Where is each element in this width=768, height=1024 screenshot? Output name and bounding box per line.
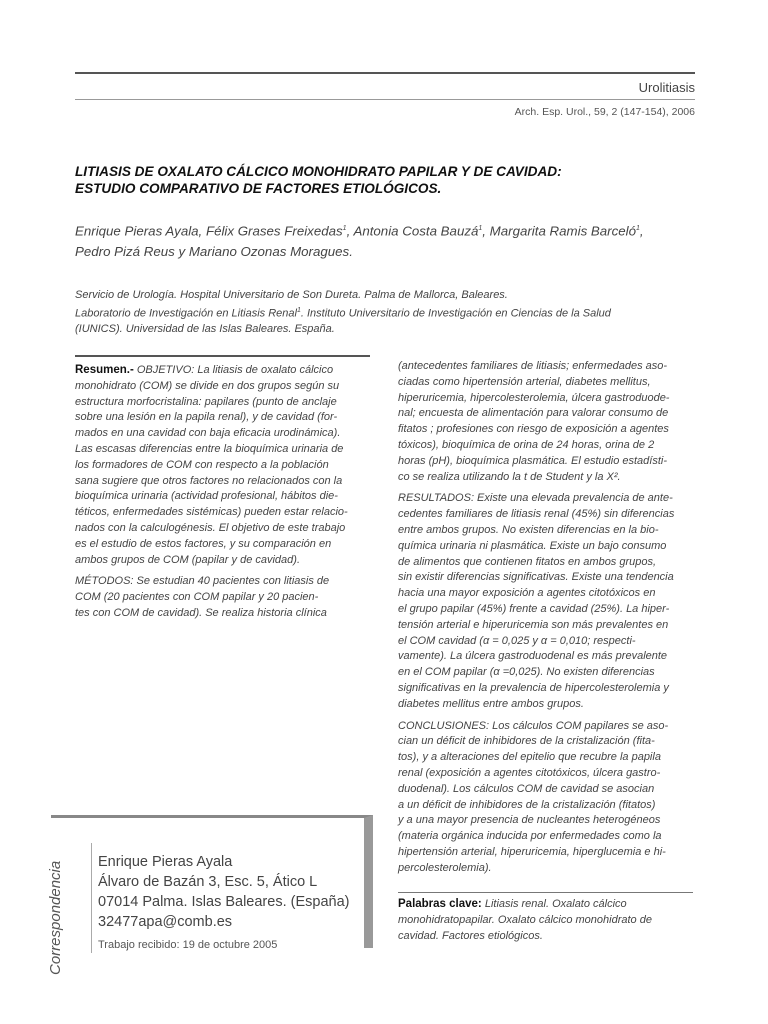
received-date: Trabajo recibido: 19 de octubre 2005 [98, 939, 278, 951]
correspondence-label: Correspondencia [47, 860, 64, 975]
keywords-block: Palabras clave: Litiasis renal. Oxalato cálcico monohidratopapilar. Oxalato cálcico monohidrato de cavidad. Factores etiológicos. [398, 898, 652, 942]
abstract-conclusiones: CONCLUSIONES: Los cálculos COM papilares se aso- cian un déficit de inhibidores de la cristalización (fita- tos), y a alteraciones del epitelio que recubre la papila renal (exposición a agentes citotóxicos, úlcera gastro- duodenal). Los cálculos COM de cavidad se asocian a un déficit de inhibidores de la cristalización (fitatos) y a una mayor presencia de nucleantes heterogéneos (materia orgánica inducida por enfermedades como la hipertensión arterial, hiperuricemia, hiperglucemia e hi- percolesterolemia). [398, 719, 669, 874]
abstract-rule-left [75, 355, 370, 357]
correspondence-email: 32477apa@comb.es [98, 914, 233, 930]
author-list [75, 218, 715, 262]
abstract-left-column [75, 363, 375, 628]
affiliation-line: (IUNICS). Universidad de las Islas Baleares. España. [75, 322, 335, 335]
section-title: Urolitiasis [638, 80, 695, 95]
author-line: Enrique Pieras Ayala, Félix Grases Freixedas$^1$, Antonia Costa Bauzá$^1$, Margarita Ramis Barceló$^1$, [75, 223, 644, 239]
abstract-resultados: RESULTADOS: Existe una elevada prevalencia de ante- cedentes familiares de litiasis renal (45%) sin diferencias entre ambos grupos. No existen diferencias en la bio- química urinaria ni plasmática. Existe un bajo consumo de alimentos que contienen fitatos en ambos grupos, sin existir diferencias significativas. Existe una tendencia hacia una mayor exposición a agentes citotóxicos en el grupo papilar (45%) frente a cavidad (25%). La hiper- tensión arterial e hiperuricemia son más prevalentes en el COM cavidad (α = 0,025 y α = 0,010; respecti- vamente). La úlcera gastroduodenal es más prevalente en el COM papilar (α =0,025). No existen diferencias significativas en la prevalencia de hipercolesterolemia y diabetes mellitus entre ambos grupos. [398, 492, 675, 710]
abstract-metodos-cont: (antecedentes familiares de litiasis; enfermedades aso- ciadas como hipertensión arterial, diabetes mellitus, hiperuricemia, hipercolesterolemia, úlcera gastroduode- nal; encuesta de alimentación para valorar consumo de fitatos ; profesiones con riesgo de exposición a agentes tóxicos), bioquímica de orina de 24 horas, orina de 2 horas (pH), bioquímica plasmática. El estudio estadísti- co se realiza utilizando la t de Student y la X². [398, 360, 670, 483]
correspondence-address-line: 07014 Palma. Islas Baleares. (España) [98, 894, 350, 910]
keywords-rule [398, 892, 693, 893]
abstract-right-column [398, 359, 698, 883]
affiliation-line: Servicio de Urología. Hospital Universitario de Son Dureta. Palma de Mallorca, Baleares. [75, 289, 508, 301]
correspondence-address [98, 852, 349, 932]
journal-citation: Arch. Esp. Urol., 59, 2 (147-154), 2006 [514, 106, 695, 118]
abstract-objetivo: Resumen.- OBJETIVO: La litiasis de oxalato cálcico monohidrato (COM) se divide en dos grupos según su estructura morfocristalina: papilares (punto de anclaje sobre una lesión en la papila renal), y de cavidad (for- mados en una cavidad con baja eficacia urodinámica). Las escasas diferencias entre la bioquímica urinaria de los formadores de COM con respecto a la población sana sugiere que otros factores no relacionados con la bioquímica urinaria (actividad profesional, hábitos die- téticos, enfermedades sistémicas) pueden estar relacio- nados con la calculogénesis. El objetivo de este trabajo es el estudio de estos factores, y su comparación en ambos grupos de COM (papilar y de cavidad). [75, 364, 348, 566]
keywords-label: Palabras clave: [398, 898, 482, 910]
correspondence-address-line: Álvaro de Bazán 3, Esc. 5, Ático L [98, 874, 318, 890]
affiliation-line: Laboratorio de Investigación en Litiasis Renal$^1$. Instituto Universitario de Investigación en Ciencias de la Salud [75, 307, 611, 320]
title-line: LITIASIS DE OXALATO CÁLCICO MONOHIDRATO PAPILAR Y DE CAVIDAD: [75, 164, 562, 179]
abstract-label: Resumen.- [75, 364, 134, 376]
abstract-metodos: MÉTODOS: Se estudian 40 pacientes con litiasis de COM (20 pacientes con COM papilar y 20 pacien- tes con COM de cavidad). Se realiza historia clínica [75, 575, 330, 619]
affiliations [75, 288, 705, 337]
correspondence-name: Enrique Pieras Ayala [98, 854, 233, 870]
correspondence-divider [91, 843, 92, 953]
article-title [75, 163, 705, 197]
header-subrule [75, 99, 695, 100]
header-rule [75, 72, 695, 74]
author-line: Pedro Pizá Reus y Mariano Ozonas Moragues. [75, 244, 353, 260]
title-line: ESTUDIO COMPARATIVO DE FACTORES ETIOLÓGICOS. [75, 181, 442, 196]
